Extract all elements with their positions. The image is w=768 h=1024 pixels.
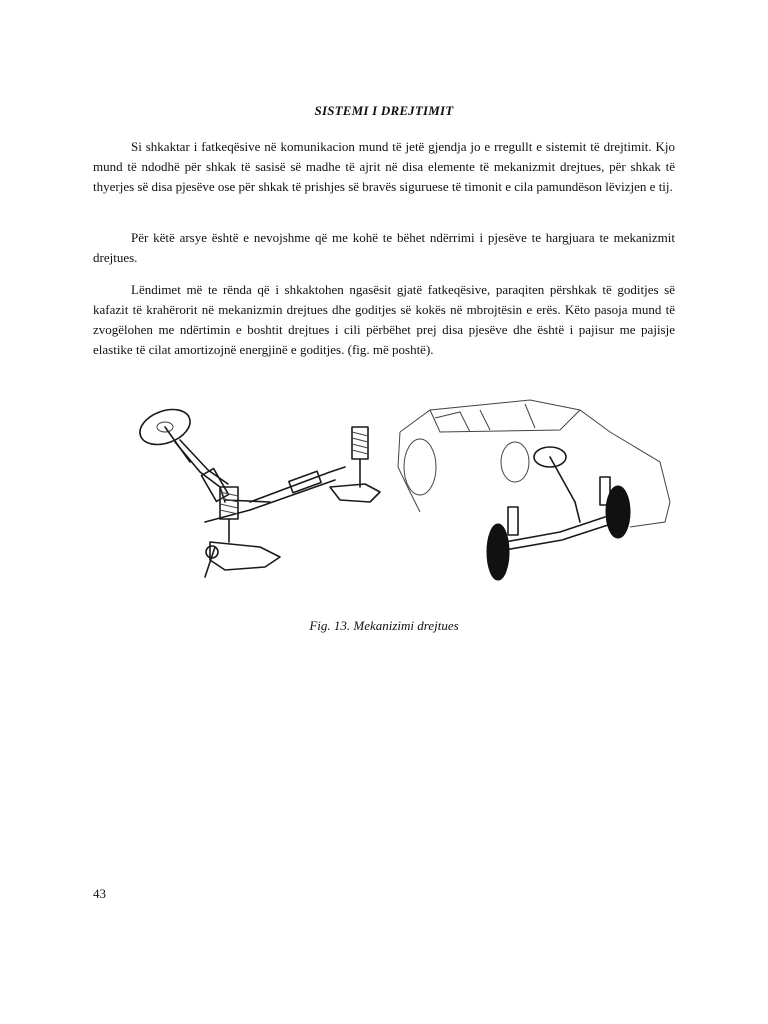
page-title: SISTEMI I DREJTIMIT (314, 103, 454, 118)
paragraph-1: Si shkaktar i fatkeqësive në komunikacion mund të jetë gjendja jo e rregullt e sistemit të drejtimit. Kjo mund të ndodhë për shkak të sasisë së madhe të ajrit në disa elemente të mekanizmit drejtues, për shkak të thyerjes së disa pjesëve ose për shkak të prishjes së bravës siguruese të timonit e cila pamundëson lëvizjen e tij. (93, 139, 675, 194)
car-steering-drawing (398, 400, 670, 580)
steering-mechanism-illustration (130, 392, 675, 590)
steering-assembly-drawing (135, 403, 380, 577)
steering-mechanism-figure (130, 392, 675, 590)
figure-caption: Fig. 13. Mekanizimi drejtues (309, 618, 459, 633)
paragraph-3: Lëndimet më te rënda që i shkaktohen ngasësit gjatë fatkeqësive, paraqiten përshkak të goditjes së kafazit të krahërorit në mekanizmin drejtues dhe goditjes së kokës në mbrojtësin e erës. Këto pasoja mund të zvogëlohen me ndërtimin e boshtit drejtues i cili përbëhet prej disa pjesëve dhe është i pajisur me pajisje elastike të cilat amortizojnë energjinë e goditjes. (fig. më poshtë). (93, 282, 675, 357)
page-number: 43 (93, 886, 106, 901)
paragraph-2: Për këtë arsye është e nevojshme që me kohë te bëhet ndërrimi i pjesëve te hargjuara te mekanizmit drejtues. (93, 230, 675, 265)
